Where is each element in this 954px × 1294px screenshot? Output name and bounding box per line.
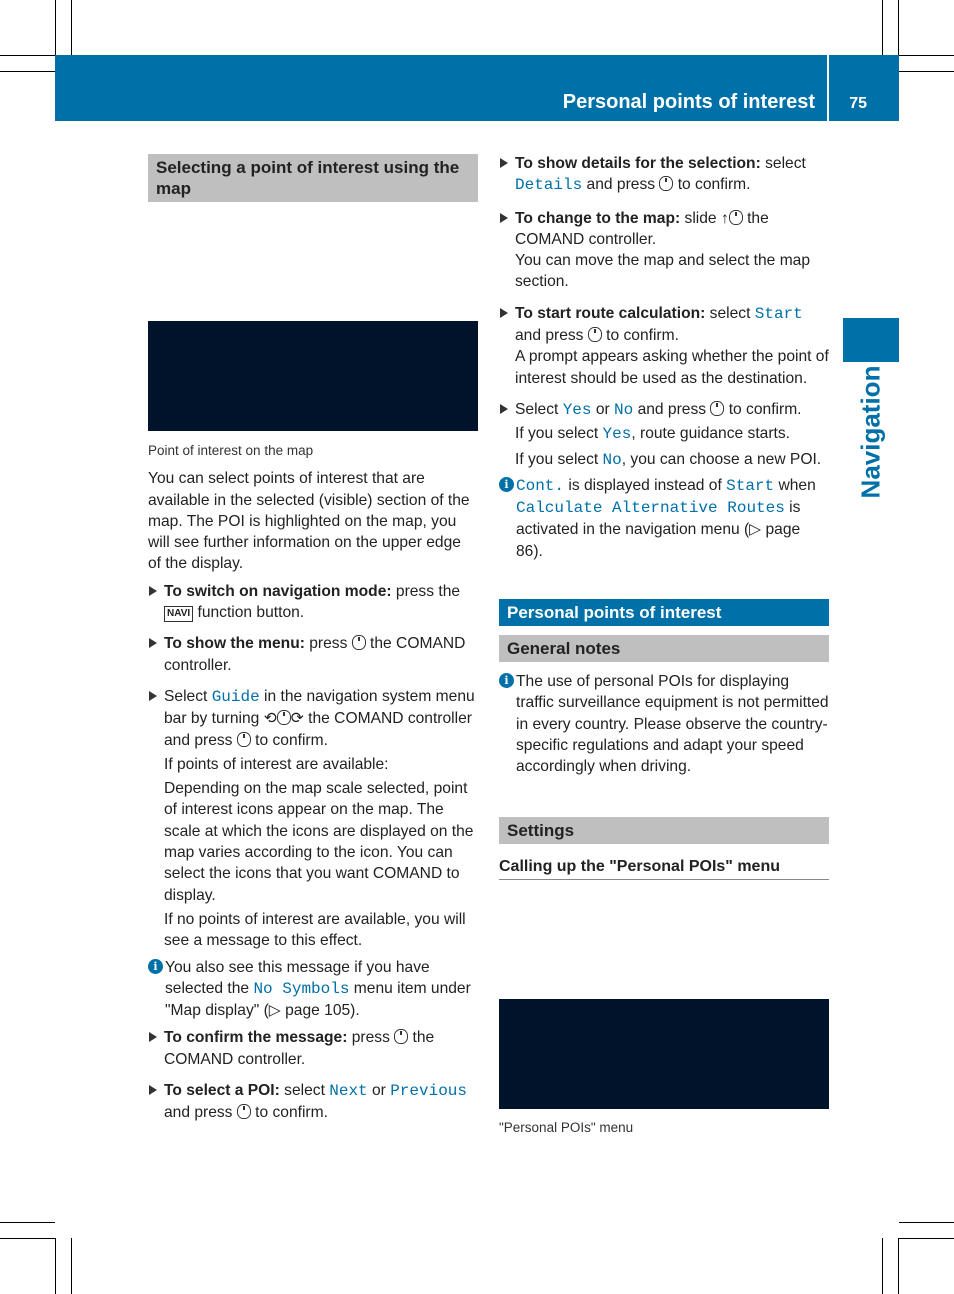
controller-icon	[277, 710, 291, 725]
menu-item-start: Start	[726, 476, 775, 495]
crop-mark	[71, 0, 72, 55]
menu-item-previous: Previous	[390, 1082, 467, 1101]
side-tab-label: Navigation	[855, 365, 886, 499]
bullet-triangle-icon	[500, 158, 508, 168]
step-sub-text: If points of interest are available:	[164, 755, 389, 773]
step-sub-text: A prompt appears asking whether the point of interest should be used as the destination.	[515, 348, 829, 387]
step-text: to confirm.	[250, 731, 328, 749]
step-text: the COMAND controller.	[515, 209, 769, 248]
info-text: is activated in the navigation menu (▷ page 86).	[516, 499, 801, 560]
step-text: press the	[391, 582, 461, 600]
header-title: Personal points of interest	[562, 91, 815, 113]
page-header	[55, 55, 899, 121]
bullet-triangle-icon	[500, 308, 508, 318]
step-text: the COMAND controller.	[164, 635, 466, 674]
subsection-heading-personal-pois-menu: Calling up the "Personal POIs" menu	[499, 856, 829, 880]
step-text: If you select	[515, 425, 603, 443]
step-label: To switch on navigation mode:	[164, 582, 392, 600]
step-text: , you can choose a new POI.	[621, 450, 822, 468]
controller-press-icon	[710, 401, 724, 416]
step-sub-text	[499, 423, 829, 445]
step-text: Select	[164, 687, 212, 705]
step-text: If you select	[515, 450, 603, 468]
crop-mark	[0, 71, 55, 72]
bullet-triangle-icon	[149, 1085, 157, 1095]
controller-press-icon	[394, 1029, 408, 1044]
step-label: To confirm the message:	[164, 1029, 348, 1047]
step-text: or	[591, 400, 615, 418]
step-text: select	[705, 304, 755, 322]
info-text: is displayed instead of	[564, 476, 727, 494]
step-text: the COMAND controller and press	[164, 710, 472, 749]
menu-item-calculate-alternative-routes: Calculate Alternative Routes	[516, 499, 785, 518]
menu-item-details: Details	[515, 176, 583, 195]
crop-mark	[898, 1238, 899, 1294]
step-select-guide	[148, 686, 478, 751]
step-show-menu	[148, 633, 478, 676]
crop-mark	[882, 1238, 883, 1294]
step-text: in the navigation system menu bar by turning	[164, 687, 475, 728]
crop-mark	[899, 1222, 954, 1223]
step-label: To change to the map:	[515, 209, 681, 227]
faint-figure-ghost	[499, 880, 829, 999]
crop-mark	[899, 55, 954, 56]
info-text: when	[774, 476, 816, 494]
step-text: select	[760, 155, 806, 172]
crop-mark	[71, 1238, 72, 1294]
side-tab	[843, 318, 899, 362]
step-show-details	[499, 153, 829, 197]
controller-icon	[729, 210, 743, 225]
intro-paragraph: You can select points of interest that are available in the selected (visible) section of the map. The POI is highlighted on the map, you will see further information on the upper edge of the display.	[148, 470, 470, 573]
menu-item-next: Next	[329, 1082, 368, 1101]
subsection-title-settings: Settings	[499, 817, 829, 844]
figure-caption: "Personal POIs" menu	[499, 1119, 634, 1135]
bullet-triangle-icon	[500, 404, 508, 414]
step-text: or	[367, 1082, 391, 1100]
figure-caption: Point of interest on the map	[148, 443, 314, 458]
controller-press-icon	[237, 732, 251, 747]
header-divider	[827, 55, 829, 121]
step-label: To show details for the selection:	[515, 155, 761, 172]
controller-turn-icon: ⟲ ⟳	[263, 710, 304, 728]
step-text: and press	[633, 400, 711, 418]
step-text: press	[304, 635, 352, 653]
crop-mark	[55, 0, 56, 55]
step-text: and press	[515, 327, 588, 345]
step-text: and press	[164, 1104, 237, 1122]
step-text: to confirm.	[673, 176, 751, 194]
step-sub-text	[499, 449, 829, 471]
step-text: press	[347, 1029, 395, 1047]
menu-item-start: Start	[754, 304, 803, 323]
info-note-traffic-surveillance	[499, 671, 829, 777]
info-note-no-symbols	[148, 957, 478, 1022]
right-column	[499, 153, 829, 1138]
crop-mark	[882, 0, 883, 55]
step-label: To start route calculation:	[515, 304, 706, 322]
info-note-cont	[499, 475, 829, 562]
crop-mark	[899, 1238, 954, 1239]
info-icon: i	[148, 959, 163, 974]
info-icon: i	[499, 477, 514, 492]
faint-figure-ghost	[148, 202, 478, 321]
info-text: You also see this message if you have selected the	[165, 958, 430, 997]
step-label: To select a POI:	[164, 1082, 280, 1100]
step-start-route	[499, 303, 829, 347]
menu-item-guide: Guide	[211, 687, 260, 706]
step-sub-text: You can move the map and select the map section.	[515, 252, 811, 291]
page-number: 75	[849, 95, 867, 112]
bullet-triangle-icon	[149, 691, 157, 701]
controller-press-icon	[588, 327, 602, 342]
menu-item-no: No	[614, 400, 634, 419]
bullet-triangle-icon	[149, 1032, 157, 1042]
subsection-title-general-notes: General notes	[499, 635, 829, 662]
step-text: select	[279, 1082, 330, 1100]
bullet-triangle-icon	[500, 213, 508, 223]
info-text: menu item under "Map display" (▷ page 105).	[165, 979, 471, 1020]
bullet-triangle-icon	[149, 638, 157, 648]
step-change-to-map	[499, 208, 829, 251]
menu-item-yes: Yes	[602, 425, 632, 444]
menu-item-cont: Cont.	[516, 476, 565, 495]
bullet-triangle-icon	[149, 586, 157, 596]
info-text: The use of personal POIs for displaying traffic surveillance equipment is not permitted in every country. Please observe the country-specific regulations and adapt your speed accordingly when driving.	[516, 673, 829, 776]
menu-item-no-symbols: No Symbols	[253, 979, 350, 998]
step-select-yes-no	[499, 399, 829, 421]
menu-item-no: No	[602, 450, 622, 469]
section-title-personal-poi: Personal points of interest	[499, 599, 829, 626]
step-sub-text: If no points of interest are available, you will see a message to this effect.	[164, 910, 466, 950]
step-text: function button.	[193, 604, 305, 622]
crop-mark	[0, 55, 55, 56]
controller-press-icon	[659, 176, 673, 191]
crop-mark	[55, 1238, 56, 1294]
controller-slide-up-icon: ↑	[721, 210, 743, 227]
step-sub-text: Depending on the map scale selected, point of interest icons appear on the map. The scale at which the icons are displayed on the map varies according to the icon. You can select the icons that you want COMAND to display.	[164, 780, 474, 904]
step-text: to confirm.	[724, 400, 802, 418]
step-text: Select	[515, 400, 563, 418]
step-navigation-mode	[148, 581, 478, 624]
section-title-selecting-poi: Selecting a point of interest using the map	[148, 154, 478, 202]
left-column	[148, 154, 478, 1124]
step-text: to confirm.	[250, 1104, 328, 1122]
step-text: and press	[582, 176, 660, 194]
crop-mark	[898, 0, 899, 55]
step-text: , route guidance starts.	[631, 425, 790, 443]
step-text: to confirm.	[601, 327, 679, 345]
personal-pois-menu-screenshot	[499, 999, 829, 1109]
step-label: To show the menu:	[164, 635, 305, 653]
step-confirm-message	[148, 1027, 478, 1070]
crop-mark	[899, 71, 954, 72]
crop-mark	[0, 1222, 55, 1223]
poi-map-screenshot	[148, 321, 478, 431]
controller-press-icon	[352, 635, 366, 650]
menu-item-yes: Yes	[562, 400, 592, 419]
controller-press-icon	[237, 1104, 251, 1119]
info-icon: i	[499, 673, 514, 688]
step-text: the COMAND controller.	[164, 1029, 435, 1068]
step-select-poi	[148, 1080, 478, 1124]
step-text: slide	[680, 209, 721, 227]
navi-key-icon: NAVI	[164, 606, 193, 622]
crop-mark	[0, 1238, 55, 1239]
